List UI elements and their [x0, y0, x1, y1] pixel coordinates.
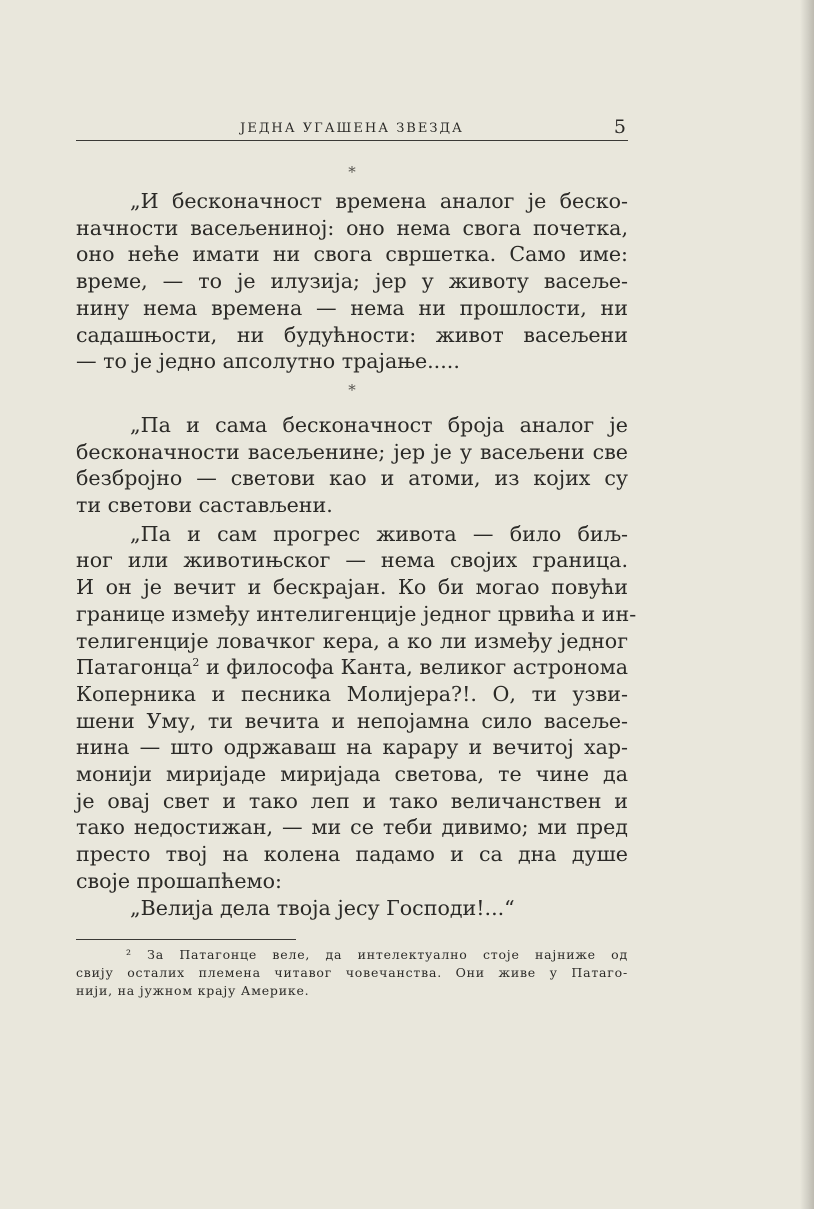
footnote — [76, 946, 628, 1000]
footnote-line: ² За Патагонце веле, да интелектуално стоје најниже од — [126, 947, 628, 963]
text-line: „Па и сам прогрес живота — било биљ- — [130, 521, 628, 546]
text-fragment: Патагонца — [76, 655, 193, 680]
text-line: „Па и сама бесконачност броја аналог је — [130, 412, 628, 437]
page-number: 5 — [613, 116, 626, 138]
text-line: И он је вечит и бескрајан. Ко би могао повући — [76, 575, 628, 600]
footnote-line: свију осталих племена читавог човечанства. Они живе у Патаго- — [76, 965, 628, 981]
text-line: бесконачности васељенине; јер је у васељени све — [76, 439, 628, 464]
text-line: оно неће имати ни свога свршетка. Само име: — [76, 242, 628, 267]
text-line-with-footnote-ref — [76, 654, 628, 681]
text-line: шени Уму, ти вечита и непојамна сило васеље- — [76, 708, 628, 733]
footnote-divider — [76, 939, 296, 940]
book-page — [76, 116, 637, 1000]
paragraph-time — [76, 188, 628, 375]
text-line: своје прошапћемо: — [76, 868, 282, 893]
text-line: престо твој на колена падамо и са дна душе — [76, 842, 628, 867]
footnote-line: нији, на јужном крају Америке. — [76, 983, 310, 999]
text-line: нина — што одржаваш на карару и вечитој хар- — [76, 735, 628, 760]
text-line: ног или животињског — нема својих граница. — [76, 548, 628, 573]
footnote-reference[interactable]: 2 — [192, 656, 200, 670]
text-line: границе између интелигенције једног црвића и ин- — [76, 601, 637, 626]
closing-quote-line: „Велија дела твоја јесу Господи!...“ — [130, 895, 515, 920]
text-line: — то је једно апсолутно трајање..... — [76, 349, 460, 374]
text-line: тако недостижан, — ми се теби дивимо; ми пред — [76, 815, 628, 840]
text-line: „И бесконачност времена аналог је беско- — [130, 189, 628, 213]
text-fragment: и философа Канта, великог астронома — [199, 655, 628, 680]
text-line: ти светови састављени. — [76, 493, 333, 518]
text-line: безбројно — светови као и атоми, из којих су — [76, 466, 628, 491]
section-separator: * — [348, 380, 356, 399]
text-line: је овај свет и тако леп и тако величанствен и — [76, 788, 628, 813]
paragraph-number — [76, 412, 628, 519]
running-head — [76, 116, 628, 141]
text-line: нину нема времена — нема ни прошлости, ни — [76, 295, 628, 320]
text-line: начности васељенинoј: оно нема свога почетка, — [76, 215, 628, 240]
page-edge-shadow — [800, 0, 814, 1209]
text-line: монији миријаде миријада светова, те чине да — [76, 762, 628, 787]
text-line: садашњости, ни будућности: живот васељени — [76, 322, 628, 347]
text-line: време, — то је илузија; јер у животу васеље- — [76, 269, 628, 294]
text-line: телигенције ловачког кера, а ко ли између једног — [76, 628, 628, 653]
running-title: ЈЕДНА УГАШЕНА ЗВЕЗДА — [240, 121, 464, 136]
section-separator: * — [348, 163, 356, 181]
paragraph-progress — [76, 521, 637, 922]
text-line: Коперника и песника Молијера?!. О, ти узви- — [76, 681, 628, 706]
